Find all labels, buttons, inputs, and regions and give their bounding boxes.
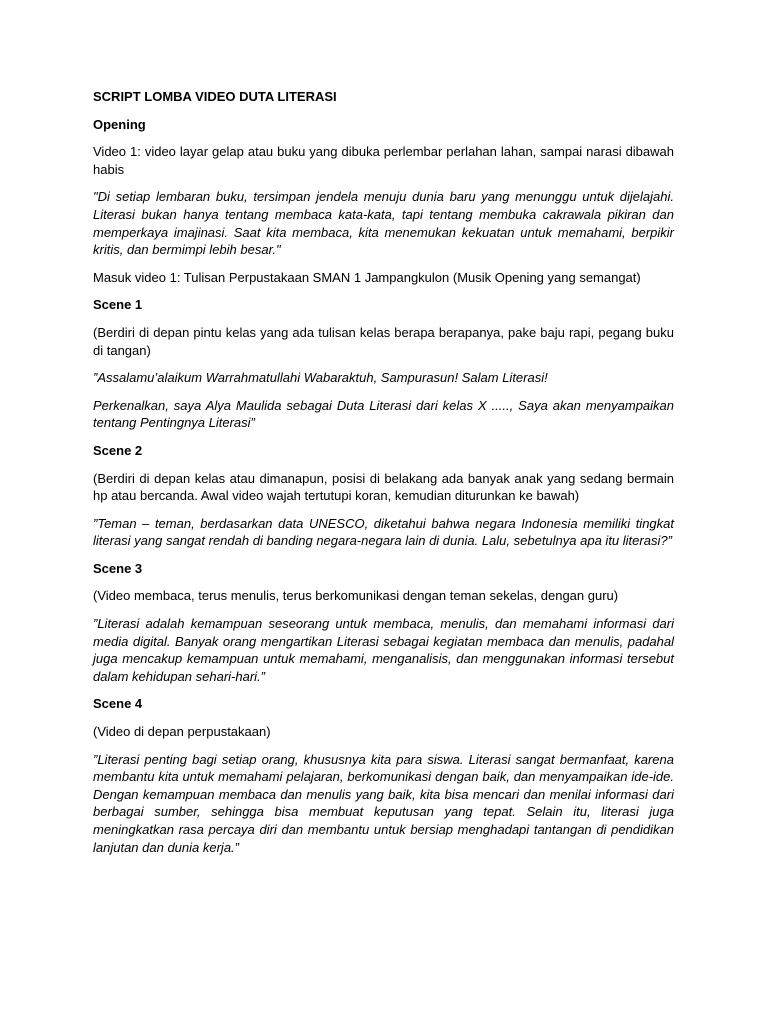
section-heading-scene-3: Scene 3 (93, 560, 143, 576)
section-heading-scene-1: Scene 1 (93, 297, 143, 313)
scene-1-greeting: ”Assalamu’alaikum Warrahmatullahi Wabaraktuh, Sampurasun! Salam Literasi! (93, 370, 548, 386)
section-heading-scene-4: Scene 4 (93, 696, 143, 712)
section-heading-opening: Opening (93, 116, 146, 132)
document-content (93, 88, 674, 866)
section-heading-scene-2: Scene 2 (93, 442, 143, 458)
scene-3-direction: (Video membaca, terus menulis, terus berkomunikasi dengan teman sekelas, dengan guru) (93, 588, 619, 604)
opening-narration: "Di setiap lembaran buku, tersimpan jendela menuju dunia baru yang menunggu untuk dijelajahi. Literasi bukan hanya tentang membaca kata-kata, tapi tentang membuka cakrawala pikiran dan memperkaya imajinasi. Saat kita membaca, kita menemukan kekuatan untuk memahami, berpikir kritis, dan bermimpi lebih besar." (93, 189, 674, 258)
scene-4-narration: ”Literasi penting bagi setiap orang, khususnya kita para siswa. Literasi sangat bermanfaat, karena membantu kita untuk memahami pelajaran, berkomunikasi dengan baik, dan menyampaikan ide-ide. Dengan kemampuan membaca dan menulis yang baik, kita bisa mencari dan menilai informasi dari berbagai sumber, sehingga bisa membuat keputusan yang tepat. Selain itu, literasi juga meningkatkan rasa percaya diri dan membantu untuk bersiap menghadapi tantangan di pendidikan lanjutan dan dunia kerja.” (93, 751, 674, 855)
opening-direction: Video 1: video layar gelap atau buku yang dibuka perlembar perlahan lahan, sampai narasi dibawah habis (93, 144, 674, 177)
opening-video-note: Masuk video 1: Tulisan Perpustakaan SMAN 1 Jampangkulon (Musik Opening yang semangat) (93, 269, 641, 285)
scene-1-direction: (Berdiri di depan pintu kelas yang ada tulisan kelas berapa berapanya, pake baju rapi, pegang buku di tangan) (93, 324, 674, 358)
scene-3-narration: ”Literasi adalah kemampuan seseorang untuk membaca, menulis, dan memahami informasi dari media digital. Banyak orang mengartikan Literasi sebagai kegiatan membaca dan menulis, padahal juga mencakup kemampuan untuk memahami, menganalisis, dan menggunakan informasi tersebut dalam kehidupan sehari-hari.” (93, 616, 674, 684)
scene-1-introduction: Perkenalkan, saya Alya Maulida sebagai Duta Literasi dari kelas X ....., Saya akan menyampaikan tentang Pentingnya Literasi” (93, 397, 674, 431)
scene-4-direction: (Video di depan perpustakaan) (93, 724, 271, 740)
scene-2-direction: (Berdiri di depan kelas atau dimanapun, posisi di belakang ada banyak anak yang sedang bermain hp atau bercanda. Awal video wajah tertutupi koran, kemudian diturunkan ke bawah) (93, 470, 674, 504)
scene-2-narration: ”Teman – teman, berdasarkan data UNESCO, diketahui bahwa negara Indonesia memiliki tingkat literasi yang sangat rendah di banding negara-negara lain di dunia. Lalu, sebetulnya apa itu literasi?” (93, 515, 674, 549)
document-title: SCRIPT LOMBA VIDEO DUTA LITERASI (93, 89, 337, 104)
